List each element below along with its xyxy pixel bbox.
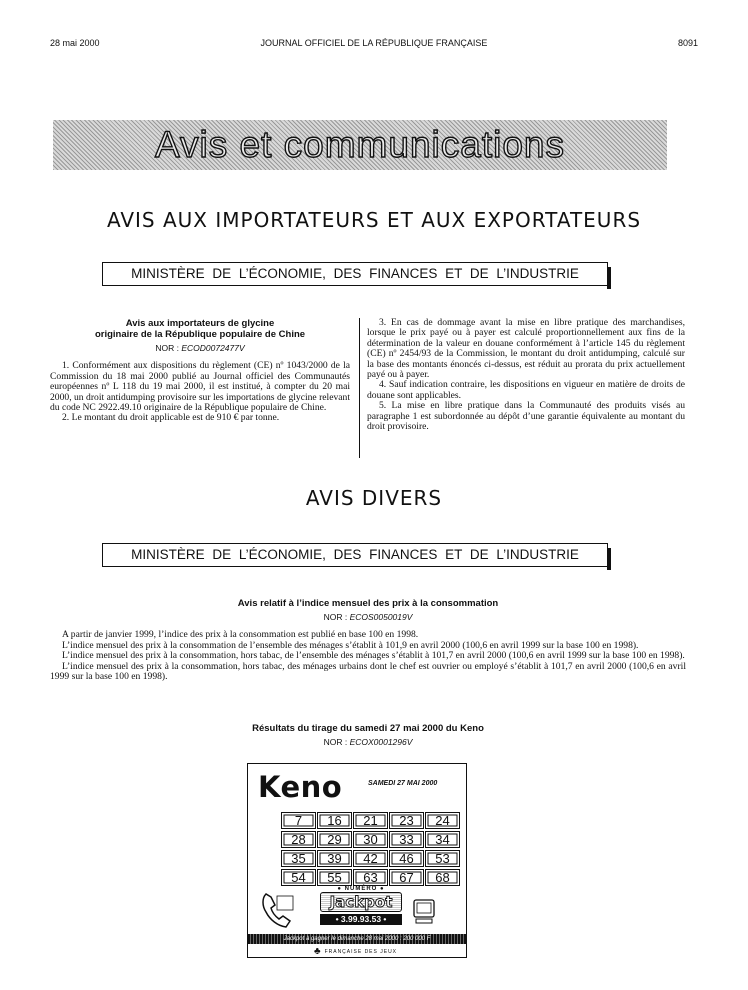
keno-row — [281, 850, 461, 869]
nor-reference: NOR : ECOS0050019V — [323, 612, 413, 622]
francaise-des-jeux-brand: ♣ FRANÇAISE DES JEUX — [314, 946, 398, 957]
keno-number: 29 — [317, 831, 352, 848]
keno-number: 23 — [389, 812, 424, 829]
telephone-icon — [260, 890, 296, 930]
paragraph: L’indice mensuel des prix à la consommation de l’ensemble des ménages s’établit à 101,9 en avril 2000 (100,6 en avril 1999 sur la base 100 en 1998). — [62, 639, 639, 651]
keno-number: 42 — [353, 850, 388, 867]
clover-icon: ♣ — [314, 946, 322, 957]
keno-number: 53 — [425, 850, 460, 867]
paragraph: A partir de janvier 1999, l’indice des prix à la consommation est publié en base 100 en 1998. — [62, 629, 419, 641]
keno-row — [281, 831, 461, 850]
keno-number: 24 — [425, 812, 460, 829]
keno-number: 55 — [317, 869, 352, 886]
price-index-notice — [50, 598, 686, 682]
nor-reference: NOR : ECOX0001296V — [323, 737, 413, 747]
keno-row — [281, 812, 461, 831]
nor-reference: NOR : ECOD0072477V — [155, 343, 245, 353]
section-title-importers: AVIS AUX IMPORTATEURS ET AUX EXPORTATEURS — [106, 208, 642, 232]
keno-number: 39 — [317, 850, 352, 867]
minitel-icon — [412, 898, 436, 924]
ministry-box-2: MINISTÈRE DE L’ÉCONOMIE, DES FINANCES ET DE L’INDUSTRIE — [102, 543, 608, 567]
jackpot-number-label: ● NUMÉRO ● — [337, 886, 385, 892]
paragraph: 3. En cas de dommage avant la mise en libre pratique des marchandises, lorsque le prix payé ou à payer est calculé proportionnellement aux fins de la détermination de la valeur en douane conformément à l’article 145 du règlement (CE) nº 2454/93 de la Commission, le montant du droit antidumping, calculé sur la base des montants énoncés ci-dessus, est réduit au prorata du prix actuellement payé ou à payer. — [367, 317, 685, 381]
keno-notice — [50, 723, 686, 755]
jackpot-logo: Jackpot — [320, 892, 402, 912]
keno-number: 35 — [281, 850, 316, 867]
section-title-divers: AVIS DIVERS — [305, 486, 443, 510]
header-page-number: 8091 — [677, 38, 698, 48]
keno-number: 33 — [389, 831, 424, 848]
header-date: 28 mai 2000 — [50, 38, 100, 48]
right-column — [367, 318, 685, 432]
paragraph: 1. Conformément aux dispositions du règlement (CE) nº 1043/2000 de la Commission du 18 mai 2000 publié au Journal officiel des Communautés européennes nº L 118 du 19 mai 2000, il est institué, à compter du 20 mai 2000, un droit antidumping provisoire sur les importations de glycine relevant du code NC 2922.49.10 originaire de la République populaire de Chine. — [50, 360, 350, 414]
keno-number: 46 — [389, 850, 424, 867]
keno-number: 7 — [281, 812, 316, 829]
jackpot-number: • 3.99.93.53 • — [320, 914, 402, 925]
keno-number: 54 — [281, 869, 316, 886]
section-banner — [53, 120, 667, 170]
keno-draw-date: SAMEDI 27 MAI 2000 — [368, 780, 438, 787]
keno-number: 30 — [353, 831, 388, 848]
keno-number: 34 — [425, 831, 460, 848]
keno-number: 67 — [389, 869, 424, 886]
column-divider — [359, 318, 360, 458]
keno-number-grid — [281, 812, 461, 888]
ministry-box-1: MINISTÈRE DE L’ÉCONOMIE, DES FINANCES ET DE L’INDUSTRIE — [102, 262, 608, 286]
notice-title-price-index: Avis relatif à l’indice mensuel des prix à la consommation — [237, 598, 499, 609]
left-column — [50, 318, 350, 424]
keno-logo: Keno — [258, 770, 343, 804]
paragraph: 4. Sauf indication contraire, les dispositions en vigueur en matière de droits de douane sont applicables. — [367, 379, 685, 401]
header-journal: JOURNAL OFFICIEL DE LA RÉPUBLIQUE FRANÇAISE — [260, 38, 488, 48]
paragraph: 5. La mise en libre pratique dans la Communauté des produits visés au paragraphe 1 est subordonnée au dépôt d’une garantie équivalente au montant du droit provisoire. — [367, 400, 685, 433]
paragraph: L’indice mensuel des prix à la consommation, hors tabac, de l’ensemble des ménages s’établit à 101,7 en avril 2000 (100,6 en avril 1999 sur la base 100 en 1998). — [62, 650, 685, 662]
keno-number: 63 — [353, 869, 388, 886]
keno-number: 16 — [317, 812, 352, 829]
paragraph: L’indice mensuel des prix à la consommation, hors tabac, des ménages urbains dont le chef est ouvrier ou employé s’établit à 101,7 en avril 2000 (100,6 en avril 1999 sur la base 100 en 1998). — [50, 660, 686, 683]
notice-title-glycine: Avis aux importateurs de glycine originaire de la République populaire de Chine — [94, 318, 306, 340]
paragraph: 2. Le montant du droit applicable est de 910 € par tonne. — [62, 412, 280, 424]
keno-results-card — [247, 763, 467, 958]
keno-number: 68 — [425, 869, 460, 886]
keno-number: 28 — [281, 831, 316, 848]
banner-title: Avis et communications — [155, 124, 565, 165]
notice-title-keno: Résultats du tirage du samedi 27 mai 2000 du Keno — [252, 723, 484, 734]
keno-jackpot-strip: Jackpot à gagner le dimanche 28 mai 2000 : 200 000 F — [248, 934, 466, 944]
keno-number: 21 — [353, 812, 388, 829]
jackpot-panel — [320, 886, 402, 930]
